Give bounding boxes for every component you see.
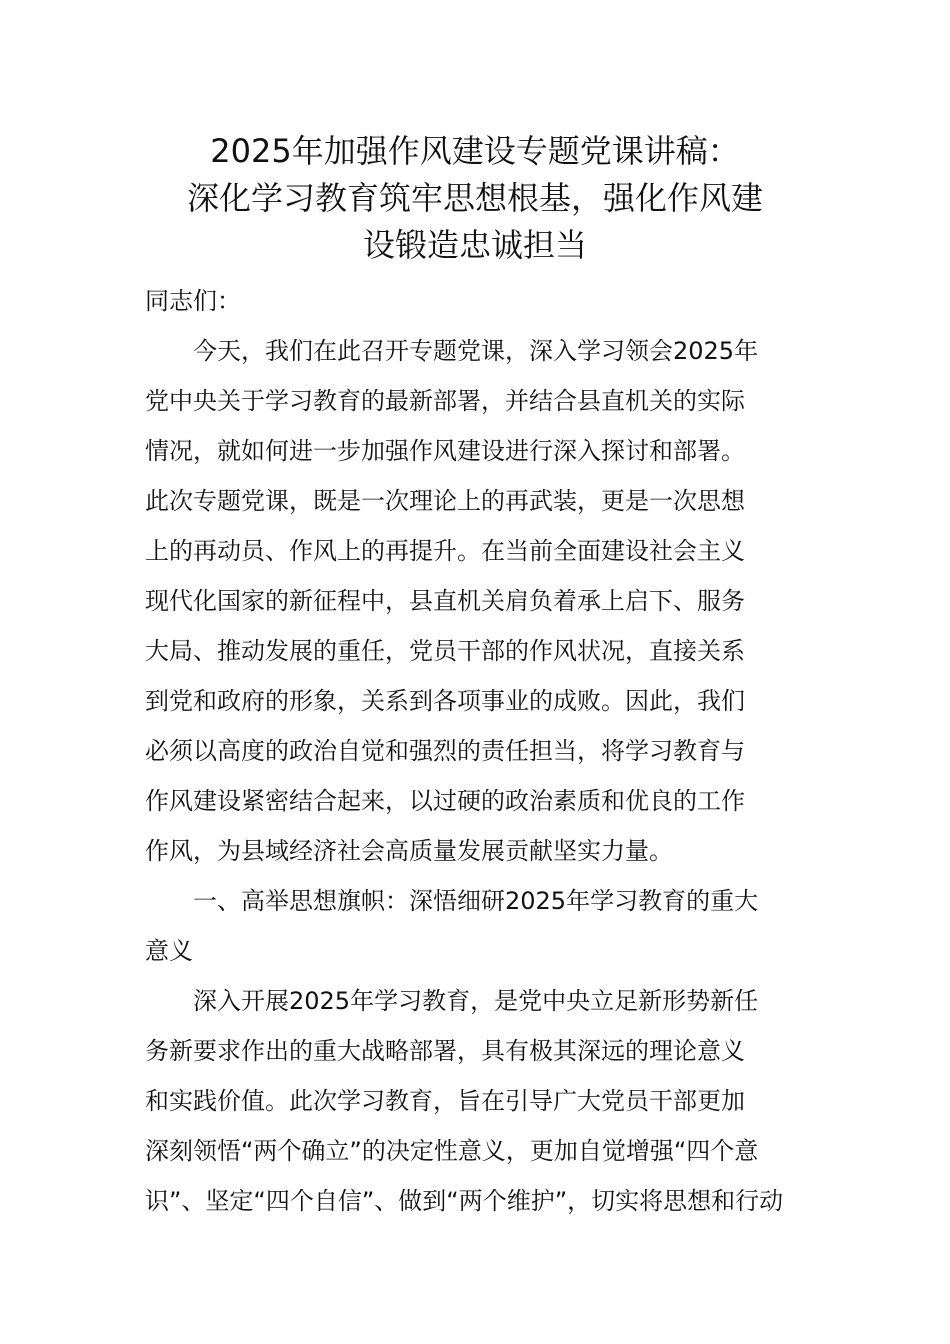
paragraph-line: 务新要求作出的重大战略部署，具有极其深远的理论意义: [145, 1037, 745, 1065]
heading-line: 意义: [145, 937, 193, 965]
paragraph-intro: [145, 326, 809, 876]
document-title: [140, 128, 810, 269]
heading-line: 一、高举思想旗帜：深悟细研2025年学习教育的重大: [193, 887, 759, 915]
paragraph-line: 上的再动员、作风上的再提升。在当前全面建设社会主义: [145, 537, 745, 565]
paragraph-line: 作风，为县域经济社会高质量发展贡献坚实力量。: [145, 837, 673, 865]
paragraph-line: 大局、推动发展的重任，党员干部的作风状况，直接关系: [145, 637, 745, 665]
paragraph-line: 党中央关于学习教育的最新部署，并结合县直机关的实际: [145, 387, 745, 415]
title-line: 设锻造忠诚担当: [362, 226, 587, 264]
paragraph-line: 作风建设紧密结合起来，以过硬的政治素质和优良的工作: [145, 787, 745, 815]
paragraph-line: 此次专题党课，既是一次理论上的再武装，更是一次思想: [145, 487, 745, 515]
paragraph-line: 现代化国家的新征程中，县直机关肩负着承上启下、服务: [145, 587, 745, 615]
paragraph-line: 必须以高度的政治自觉和强烈的责任担当，将学习教育与: [145, 737, 745, 765]
title-line: 2025年加强作风建设专题党课讲稿：: [210, 132, 740, 170]
paragraph-line: 识”、坚定“四个自信”、做到“两个维护”，切实将思想和行动: [145, 1187, 784, 1215]
section-heading-1: [145, 876, 809, 976]
salutation: 同志们：: [145, 287, 241, 315]
paragraph-line: 情况，就如何进一步加强作风建设进行深入探讨和部署。: [145, 437, 745, 465]
paragraph-section-1: [145, 976, 809, 1226]
paragraph-line: 和实践价值。此次学习教育，旨在引导广大党员干部更加: [145, 1087, 745, 1115]
paragraph-line: 今天，我们在此召开专题党课，深入学习领会2025年: [193, 337, 759, 365]
paragraph-line: 深刻领悟“两个确立”的决定性意义，更加自觉增强“四个意: [145, 1137, 759, 1165]
paragraph-line: 深入开展2025年学习教育，是党中央立足新形势新任: [193, 987, 759, 1015]
title-line: 深化学习教育筑牢思想根基，强化作风建: [186, 179, 763, 217]
paragraph-line: 到党和政府的形象，关系到各项事业的成败。因此，我们: [145, 687, 745, 715]
document-body: [145, 276, 809, 1226]
